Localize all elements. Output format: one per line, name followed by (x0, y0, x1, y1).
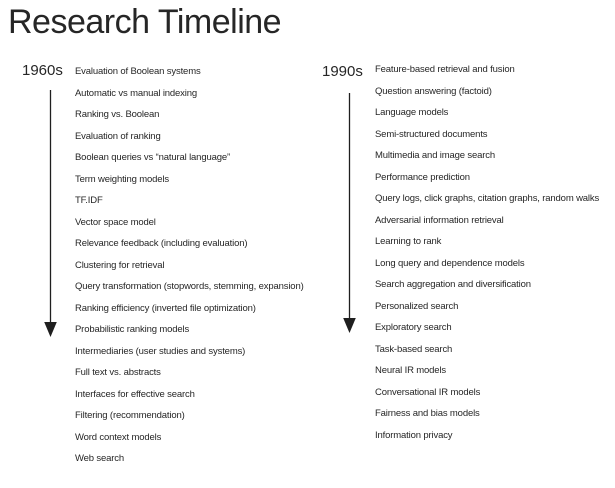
timeline-item: Relevance feedback (including evaluation) (75, 238, 248, 249)
timeline-item: Semi-structured documents (375, 128, 488, 140)
down-arrow-icon (42, 90, 59, 340)
timeline-item: Intermediaries (user studies and systems) (75, 345, 246, 357)
timeline-item: TF.IDF (75, 195, 103, 206)
timeline-items-1990s (375, 59, 613, 446)
down-arrow-icon (341, 93, 358, 336)
timeline-item: Learning to rank (375, 236, 442, 247)
timeline-arrow-1990s (341, 93, 358, 336)
timeline-item: Interfaces for effective search (75, 388, 195, 400)
timeline-item: Boolean queries vs “natural language” (75, 152, 230, 163)
timeline-item: Task-based search (375, 343, 453, 355)
timeline-item: Neural IR models (375, 365, 446, 376)
timeline-item: Word context models (75, 431, 162, 443)
timeline-item: Question answering (factoid) (375, 85, 492, 97)
era-label-1990s: 1990s (322, 63, 363, 80)
timeline-item: Information privacy (375, 429, 453, 441)
timeline-item: Ranking efficiency (inverted file optimization) (75, 302, 256, 314)
timeline-items-1960s (75, 61, 325, 470)
timeline-item: Fairness and bias models (375, 408, 480, 419)
era-label-1960s: 1960s (22, 62, 63, 79)
timeline-item: Term weighting models (75, 173, 170, 185)
timeline-item: Web search (75, 453, 125, 464)
timeline-item: Feature-based retrieval and fusion (375, 64, 515, 75)
timeline-item: Evaluation of Boolean systems (75, 66, 201, 77)
timeline-item: Vector space model (75, 216, 156, 228)
timeline-item: Multimedia and image search (375, 150, 496, 161)
timeline-item: Search aggregation and diversification (375, 279, 531, 290)
timeline-item: Filtering (recommendation) (75, 410, 185, 421)
timeline-item: Personalized search (375, 300, 459, 312)
timeline-item: Ranking vs. Boolean (75, 109, 160, 120)
timeline-item: Query logs, click graphs, citation graphs, random walks (375, 193, 600, 204)
timeline-item: Probabilistic ranking models (75, 324, 190, 335)
timeline-item: Performance prediction (375, 171, 470, 183)
timeline-item: Query transformation (stopwords, stemming, expansion) (75, 281, 304, 292)
timeline-item: Evaluation of ranking (75, 130, 161, 142)
timeline-item: Automatic vs manual indexing (75, 87, 198, 99)
timeline-item: Conversational IR models (375, 386, 481, 398)
timeline-item: Long query and dependence models (375, 257, 525, 269)
timeline-item: Full text vs. abstracts (75, 367, 161, 378)
page-title: Research Timeline (8, 3, 282, 41)
timeline-item: Clustering for retrieval (75, 259, 165, 271)
timeline-item: Language models (375, 107, 449, 118)
timeline-item: Exploratory search (375, 322, 452, 333)
timeline-arrow-1960s (42, 90, 59, 340)
timeline-item: Adversarial information retrieval (375, 214, 504, 226)
